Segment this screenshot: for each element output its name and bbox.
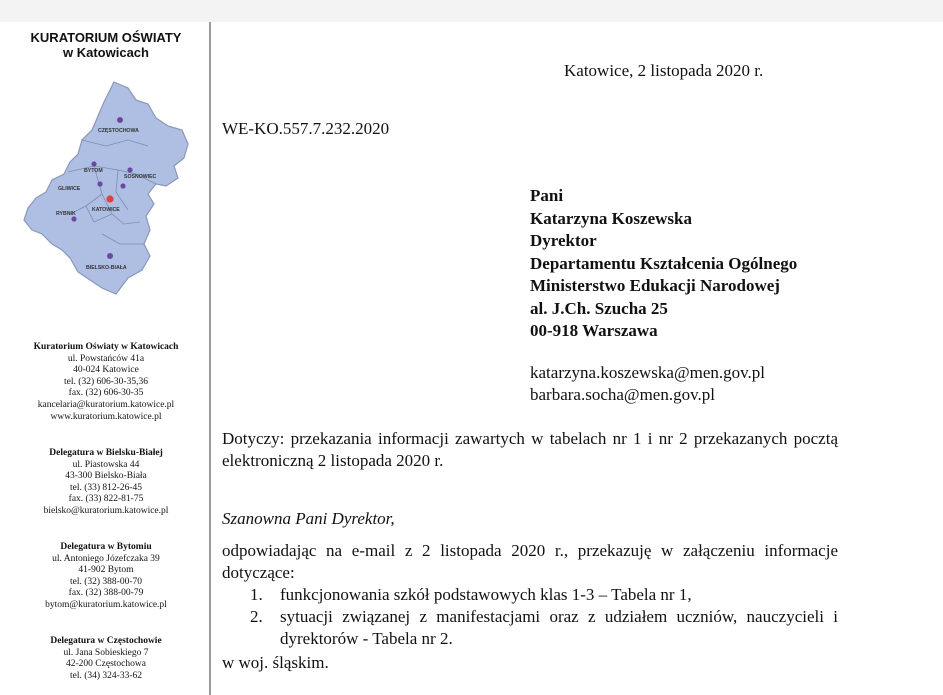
office-phone: tel. (33) 812-26-45 <box>69 482 143 493</box>
letter-body: odpowiadając na e-mail z 2 listopada 2020 r., przekazuję w załączeniu informacje dotyczące: <box>222 541 838 582</box>
organization-title <box>4 30 208 60</box>
map-region-shape <box>24 82 188 294</box>
recipient-line: Pani <box>530 186 564 205</box>
office-bytom <box>4 542 208 612</box>
viewer-top-bar <box>0 0 943 22</box>
office-phone: tel. (32) 606-30-35,36 <box>64 376 148 387</box>
office-phone: tel. (32) 388-00-70 <box>69 576 143 587</box>
letter-content <box>222 22 842 695</box>
place-date: Katowice, 2 listopada 2020 r. <box>564 61 764 80</box>
office-email: bielsko@kuratorium.katowice.pl <box>43 505 169 516</box>
email-address: barbara.socha@men.gov.pl <box>530 385 715 404</box>
office-fax: fax. (32) 606-30-35 <box>68 388 144 399</box>
list-number: 1. <box>250 585 263 604</box>
office-name: Delegatura w Bielsku-Białej <box>49 448 163 458</box>
list-item <box>250 584 838 606</box>
list-text: funkcjonowania szkół podstawowych klas 1-3 – Tabela nr 1, <box>280 585 692 604</box>
office-address-line: ul. Powstańców 41a <box>67 353 145 364</box>
office-name: Delegatura w Bytomiu <box>60 542 152 552</box>
letterhead-sidebar <box>0 22 212 695</box>
recipient-line: 00-918 Warszawa <box>530 321 658 340</box>
recipient-line: Departamentu Kształcenia Ogólnego <box>530 253 798 273</box>
list-text: sytuacji związanej z manifestacjami oraz z udziałem uczniów, nauczycieli i dyrektorów - Tabela nr 2. <box>280 607 838 648</box>
office-fax: fax. (33) 822-81-75 <box>68 494 144 505</box>
office-phone: tel. (34) 324-33-62 <box>69 670 143 681</box>
document-page <box>0 22 943 695</box>
recipient-block <box>530 185 797 343</box>
office-address-line: 40-024 Katowice <box>73 365 139 376</box>
office-name: Kuratorium Oświaty w Katowicach <box>33 342 179 352</box>
closing-line: w woj. śląskim. <box>222 653 329 672</box>
silesia-region-map <box>16 74 196 304</box>
list-number: 2. <box>250 607 263 626</box>
office-fax: fax. (32) 388-00-79 <box>68 588 144 599</box>
recipient-line: Ministerstwo Edukacji Narodowej <box>530 276 780 295</box>
salutation: Szanowna Pani Dyrektor, <box>222 509 395 528</box>
organization-title-line2: w Katowicach <box>63 45 149 60</box>
recipient-line: Dyrektor <box>530 231 597 250</box>
sidebar-divider <box>209 22 211 695</box>
map-label-czestochowa: CZĘSTOCHOWA <box>98 128 139 134</box>
office-website: www.kuratorium.katowice.pl <box>50 411 162 422</box>
letter-subject: Dotyczy: przekazania informacji zawartych w tabelach nr 1 i nr 2 przekazanych pocztą elektroniczną 2 listopada 2020 r. <box>222 429 838 470</box>
office-katowice <box>4 342 208 423</box>
office-address-line: 41-902 Bytom <box>78 565 134 576</box>
office-email: bytom@kuratorium.katowice.pl <box>45 599 167 610</box>
map-label-bielsko-biala: BIELSKO-BIAŁA <box>86 265 127 271</box>
office-address-line: ul. Jana Sobieskiego 7 <box>63 647 149 658</box>
organization-title-line1: KURATORIUM OŚWIATY <box>30 30 182 45</box>
recipient-line: al. J.Ch. Szucha 25 <box>530 298 668 318</box>
map-label-sosnowiec: SOSNOWIEC <box>124 174 157 180</box>
office-address-line: ul. Piastowska 44 <box>72 459 140 470</box>
map-label-rybnik: RYBNIK <box>56 211 76 217</box>
office-bielsko <box>4 448 208 518</box>
attachment-list <box>250 584 838 650</box>
office-email: kancelaria@kuratorium.katowice.pl <box>37 399 175 410</box>
office-address-line: ul. Antoniego Józefczaka 39 <box>52 553 160 564</box>
map-label-bytom: BYTOM <box>84 168 103 174</box>
email-address: katarzyna.koszewska@men.gov.pl <box>530 363 766 382</box>
reference-number: WE-KO.557.7.232.2020 <box>222 119 390 138</box>
map-label-gliwice: GLIWICE <box>58 186 81 192</box>
map-label-katowice: KATOWICE <box>92 207 120 213</box>
recipient-line: Katarzyna Koszewska <box>530 208 692 228</box>
office-czestochowa <box>4 636 208 682</box>
office-address-line: 42-200 Częstochowa <box>66 659 146 670</box>
office-name: Delegatura w Częstochowie <box>50 636 162 646</box>
office-address-line: 43-300 Bielsko-Biała <box>65 471 147 482</box>
list-item <box>250 606 838 650</box>
recipient-emails <box>530 362 765 406</box>
